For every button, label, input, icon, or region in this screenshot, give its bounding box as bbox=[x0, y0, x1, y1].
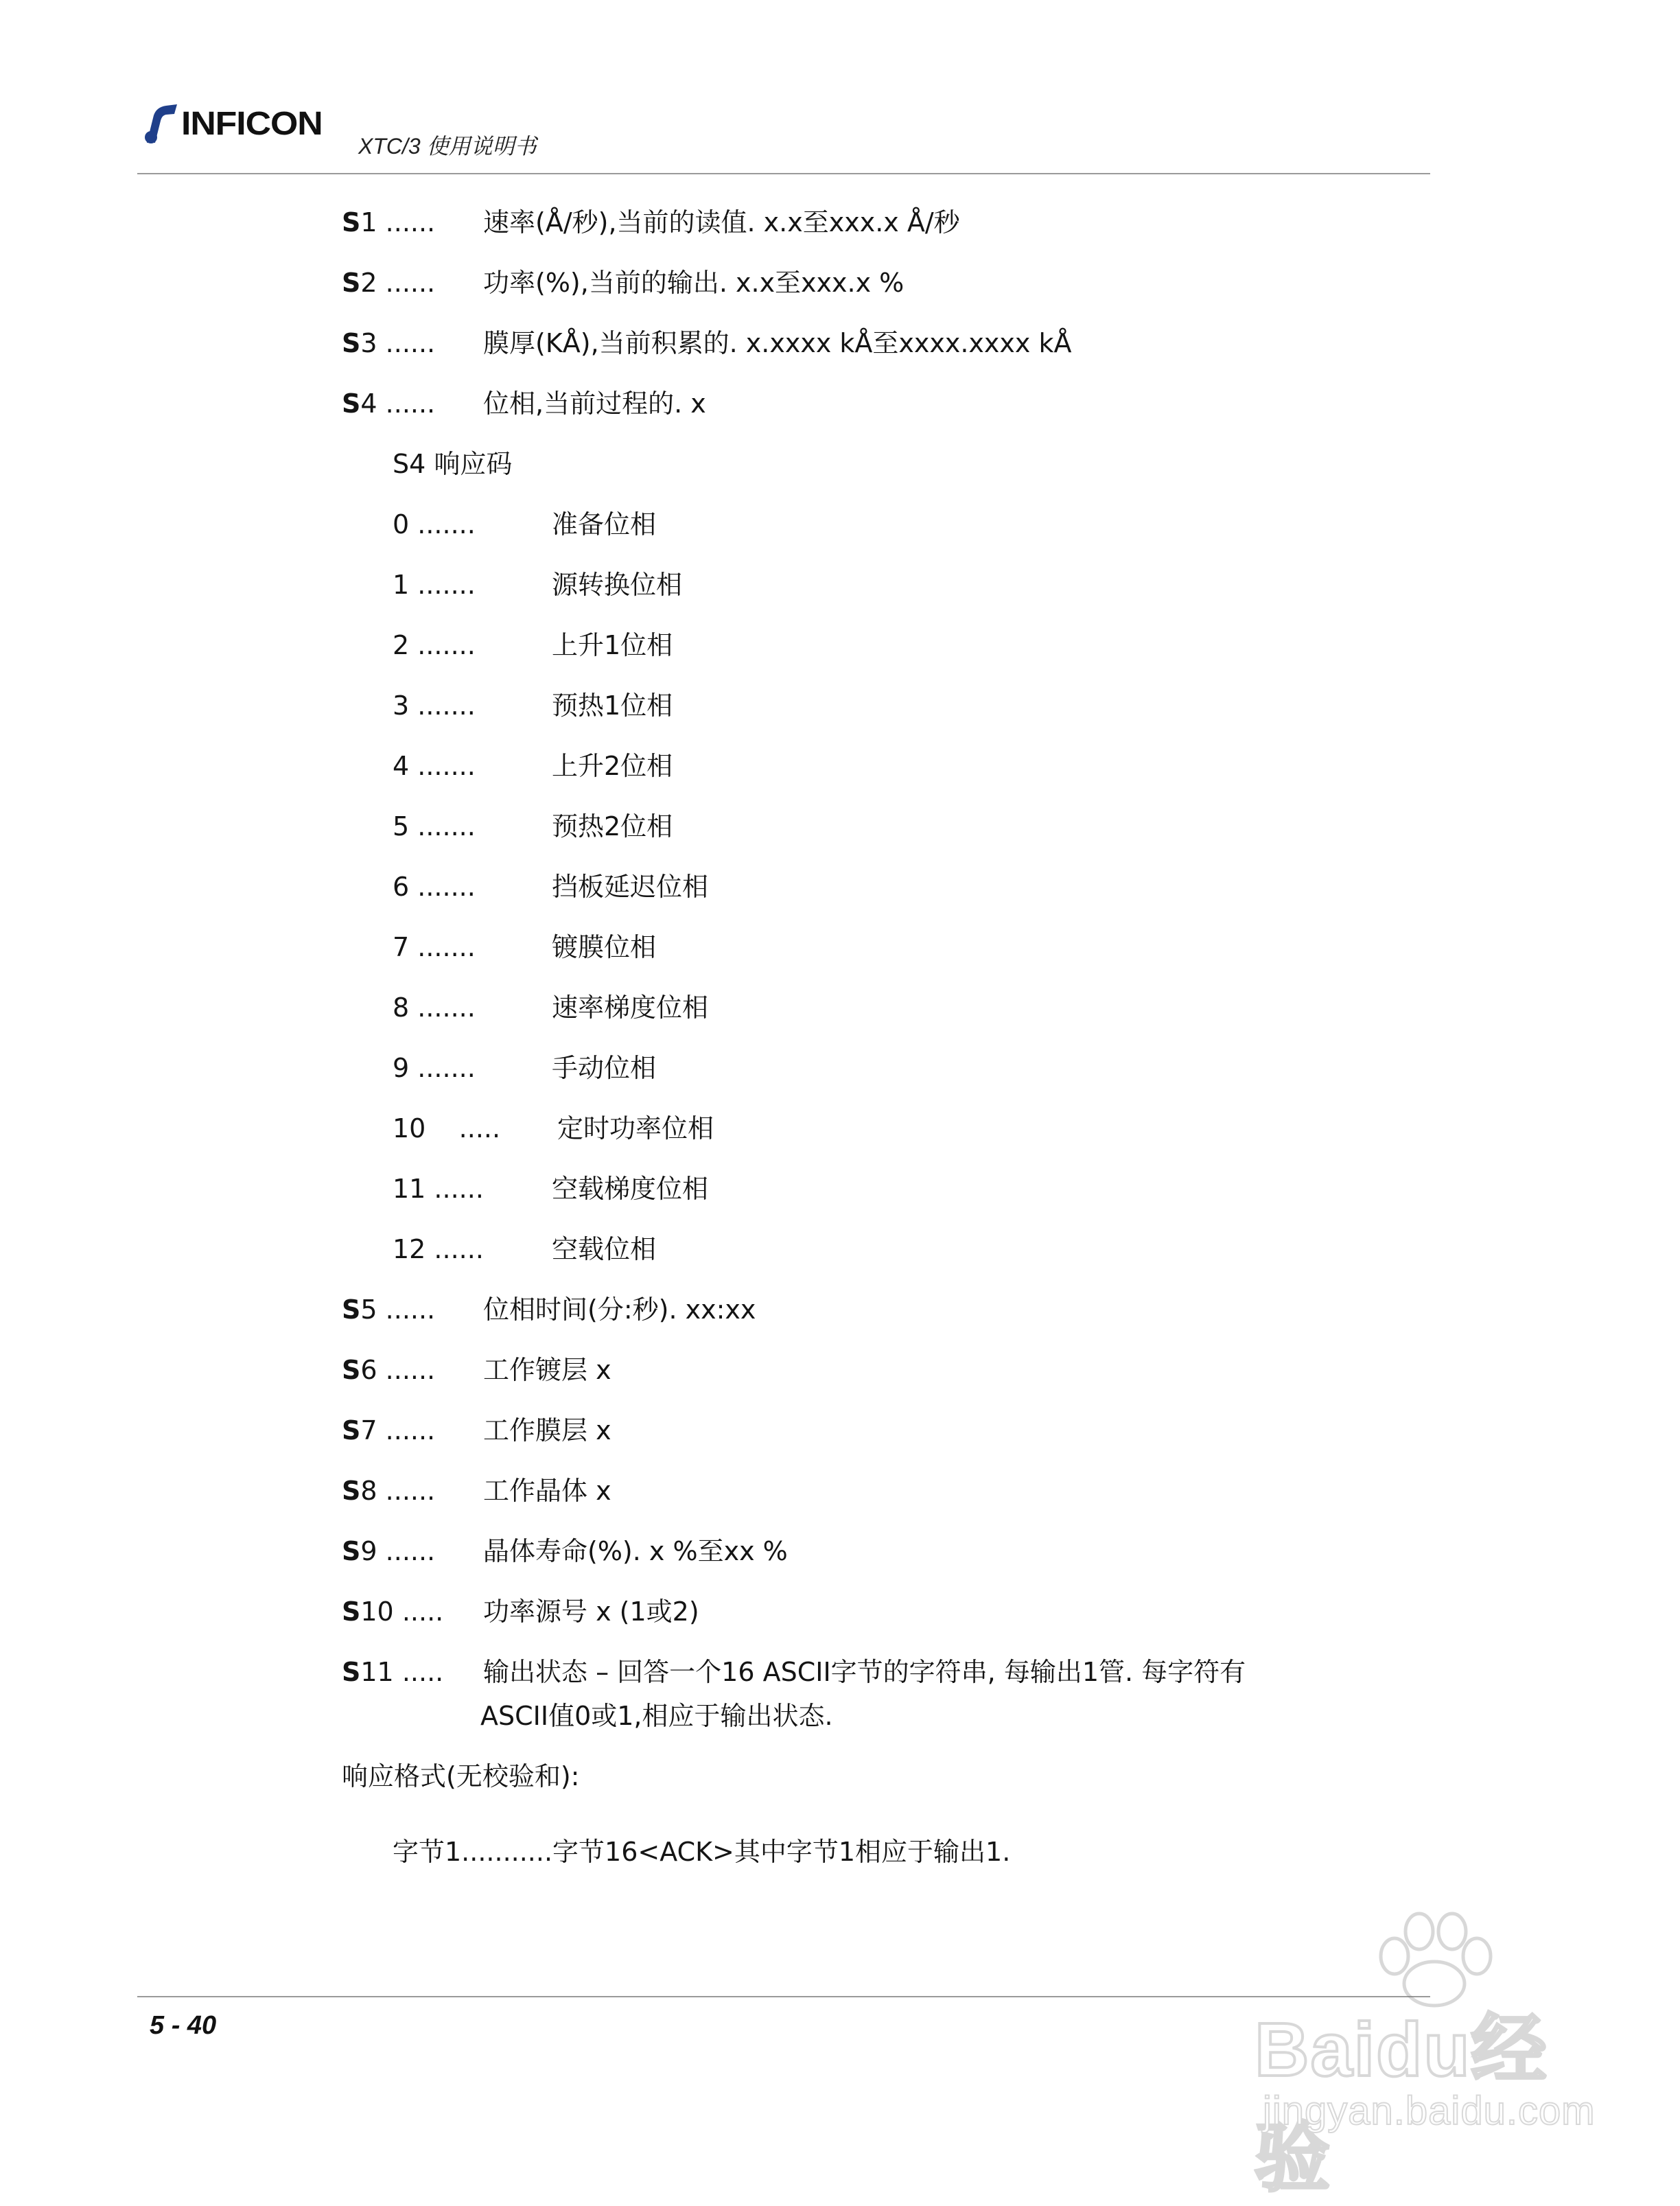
status-text: 工作镀层 x bbox=[483, 1355, 611, 1385]
response-code-6 bbox=[393, 872, 708, 902]
status-item-s8 bbox=[342, 1476, 611, 1506]
response-code-12 bbox=[393, 1234, 656, 1264]
watermark-url: jingyan.baidu.com bbox=[1263, 2089, 1596, 2133]
status-num: 2 bbox=[360, 268, 377, 298]
status-code: S bbox=[342, 1597, 361, 1627]
code-label: 源转换位相 bbox=[552, 570, 683, 600]
status-text: 速率(Å/秒),当前的读值. x.x至xxx.x Å/秒 bbox=[483, 207, 960, 237]
code-key: 8 ....... bbox=[393, 992, 476, 1023]
baidu-watermark bbox=[1235, 1908, 1620, 2201]
status-dots: ...... bbox=[385, 1294, 436, 1325]
status-text: 晶体寿命(%). x %至xx % bbox=[483, 1536, 788, 1566]
status-text: 输出状态 – 回答一个16 ASCII字节的字符串, 每输出1管. 每字符有 bbox=[483, 1657, 1246, 1687]
status-item-s5 bbox=[342, 1294, 756, 1325]
response-code-3 bbox=[393, 690, 673, 721]
watermark-brand: Baidu经验 bbox=[1255, 2008, 1548, 2201]
response-code-9 bbox=[393, 1053, 656, 1083]
status-item-s11 bbox=[342, 1657, 1246, 1687]
status-text: 工作膜层 x bbox=[483, 1415, 611, 1445]
code-key: 0 ....... bbox=[393, 509, 476, 539]
inficon-logo bbox=[143, 102, 323, 146]
code-key: 4 ....... bbox=[393, 751, 476, 781]
status-item-s10 bbox=[342, 1597, 699, 1627]
status-dots: ...... bbox=[385, 1536, 436, 1566]
code-label: 准备位相 bbox=[552, 509, 657, 539]
status-num: 4 bbox=[360, 388, 377, 419]
status-num: 5 bbox=[360, 1294, 377, 1325]
code-key: 3 ....... bbox=[393, 690, 476, 721]
status-num: 1 bbox=[360, 207, 377, 237]
code-label: 镀膜位相 bbox=[552, 932, 657, 962]
status-text: 位相,当前过程的. x bbox=[483, 388, 706, 419]
status-code: S bbox=[342, 207, 361, 237]
response-format-heading: 响应格式(无校验和): bbox=[342, 1761, 580, 1791]
status-text: 膜厚(KÅ),当前积累的. x.xxxx kÅ至xxxx.xxxx kÅ bbox=[483, 328, 1072, 358]
status-code: S bbox=[342, 1415, 361, 1445]
status-dots: ...... bbox=[385, 1476, 436, 1506]
response-format-body: 字节1...........字节16<ACK>其中字节1相应于输出1. bbox=[393, 1837, 1011, 1867]
response-code-11 bbox=[393, 1174, 708, 1204]
status-num: 9 bbox=[360, 1536, 377, 1566]
code-label: 上升1位相 bbox=[552, 630, 673, 660]
response-code-2 bbox=[393, 630, 673, 660]
status-item-s7 bbox=[342, 1415, 611, 1445]
status-code: S bbox=[342, 388, 361, 419]
status-item-s1 bbox=[342, 207, 960, 237]
code-label: 挡板延迟位相 bbox=[552, 872, 709, 902]
status-code: S bbox=[342, 1355, 361, 1385]
response-code-4 bbox=[393, 751, 673, 781]
status-code: S bbox=[342, 1536, 361, 1566]
status-dots: ..... bbox=[401, 1597, 444, 1627]
response-code-5 bbox=[393, 811, 673, 841]
status-item-s3 bbox=[342, 328, 1071, 358]
inficon-logo-text: INFICON bbox=[181, 105, 323, 142]
code-key: 9 ....... bbox=[393, 1053, 476, 1083]
code-label: 预热1位相 bbox=[552, 690, 673, 721]
status-text: 功率(%),当前的输出. x.x至xxx.x % bbox=[483, 268, 905, 298]
response-code-8 bbox=[393, 992, 708, 1023]
code-label: 手动位相 bbox=[552, 1053, 657, 1083]
status-dots: ...... bbox=[385, 388, 436, 419]
status-code: S bbox=[342, 1476, 361, 1506]
status-num: 11 bbox=[360, 1657, 394, 1687]
status-dots: ...... bbox=[385, 207, 436, 237]
status-dots: ...... bbox=[385, 1415, 436, 1445]
status-item-s9 bbox=[342, 1536, 788, 1566]
status-text: 位相时间(分:秒). xx:xx bbox=[483, 1294, 756, 1325]
status-dots: ...... bbox=[385, 328, 436, 358]
response-code-0 bbox=[393, 509, 656, 539]
code-label: 上升2位相 bbox=[552, 751, 673, 781]
status-num: 6 bbox=[360, 1355, 377, 1385]
status-item-s11-continuation: ASCII值0或1,相应于输出状态. bbox=[480, 1701, 833, 1731]
status-num: 3 bbox=[360, 328, 377, 358]
status-num: 8 bbox=[360, 1476, 377, 1506]
status-dots: ...... bbox=[385, 1355, 436, 1385]
code-label: 定时功率位相 bbox=[557, 1113, 714, 1143]
status-code: S bbox=[342, 328, 361, 358]
status-code: S bbox=[342, 1294, 361, 1325]
code-key: 12 ...... bbox=[393, 1234, 484, 1264]
status-dots: ..... bbox=[401, 1657, 444, 1687]
code-key: 7 ....... bbox=[393, 932, 476, 962]
status-text: 功率源号 x (1或2) bbox=[483, 1597, 699, 1627]
status-num: 7 bbox=[360, 1415, 377, 1445]
inficon-logo-icon bbox=[143, 103, 178, 144]
status-item-s2 bbox=[342, 268, 904, 298]
status-dots: ...... bbox=[385, 268, 436, 298]
code-key: 11 ...... bbox=[393, 1174, 484, 1204]
code-label: 预热2位相 bbox=[552, 811, 673, 841]
code-key: 2 ....... bbox=[393, 630, 476, 660]
document-title: XTC/3 使用说明书 bbox=[358, 134, 537, 159]
header-rule bbox=[137, 173, 1430, 174]
response-code-1 bbox=[393, 570, 682, 600]
response-code-10 bbox=[393, 1113, 714, 1143]
response-code-7 bbox=[393, 932, 656, 962]
status-code: S bbox=[342, 1657, 361, 1687]
status-item-s4 bbox=[342, 388, 706, 419]
code-label: 空载位相 bbox=[552, 1234, 657, 1264]
status-item-s6 bbox=[342, 1355, 611, 1385]
status-text: 工作晶体 x bbox=[483, 1476, 611, 1506]
code-label: 速率梯度位相 bbox=[552, 992, 709, 1023]
response-code-heading: S4 响应码 bbox=[393, 449, 513, 479]
code-key: 6 ....... bbox=[393, 872, 476, 902]
code-key: 5 ....... bbox=[393, 811, 476, 841]
status-num: 10 bbox=[360, 1597, 394, 1627]
code-label: 空载梯度位相 bbox=[552, 1174, 709, 1204]
code-key: 10 ..... bbox=[393, 1113, 501, 1143]
page-number: 5 - 40 bbox=[150, 2011, 217, 2040]
status-code: S bbox=[342, 268, 361, 298]
code-key: 1 ....... bbox=[393, 570, 476, 600]
